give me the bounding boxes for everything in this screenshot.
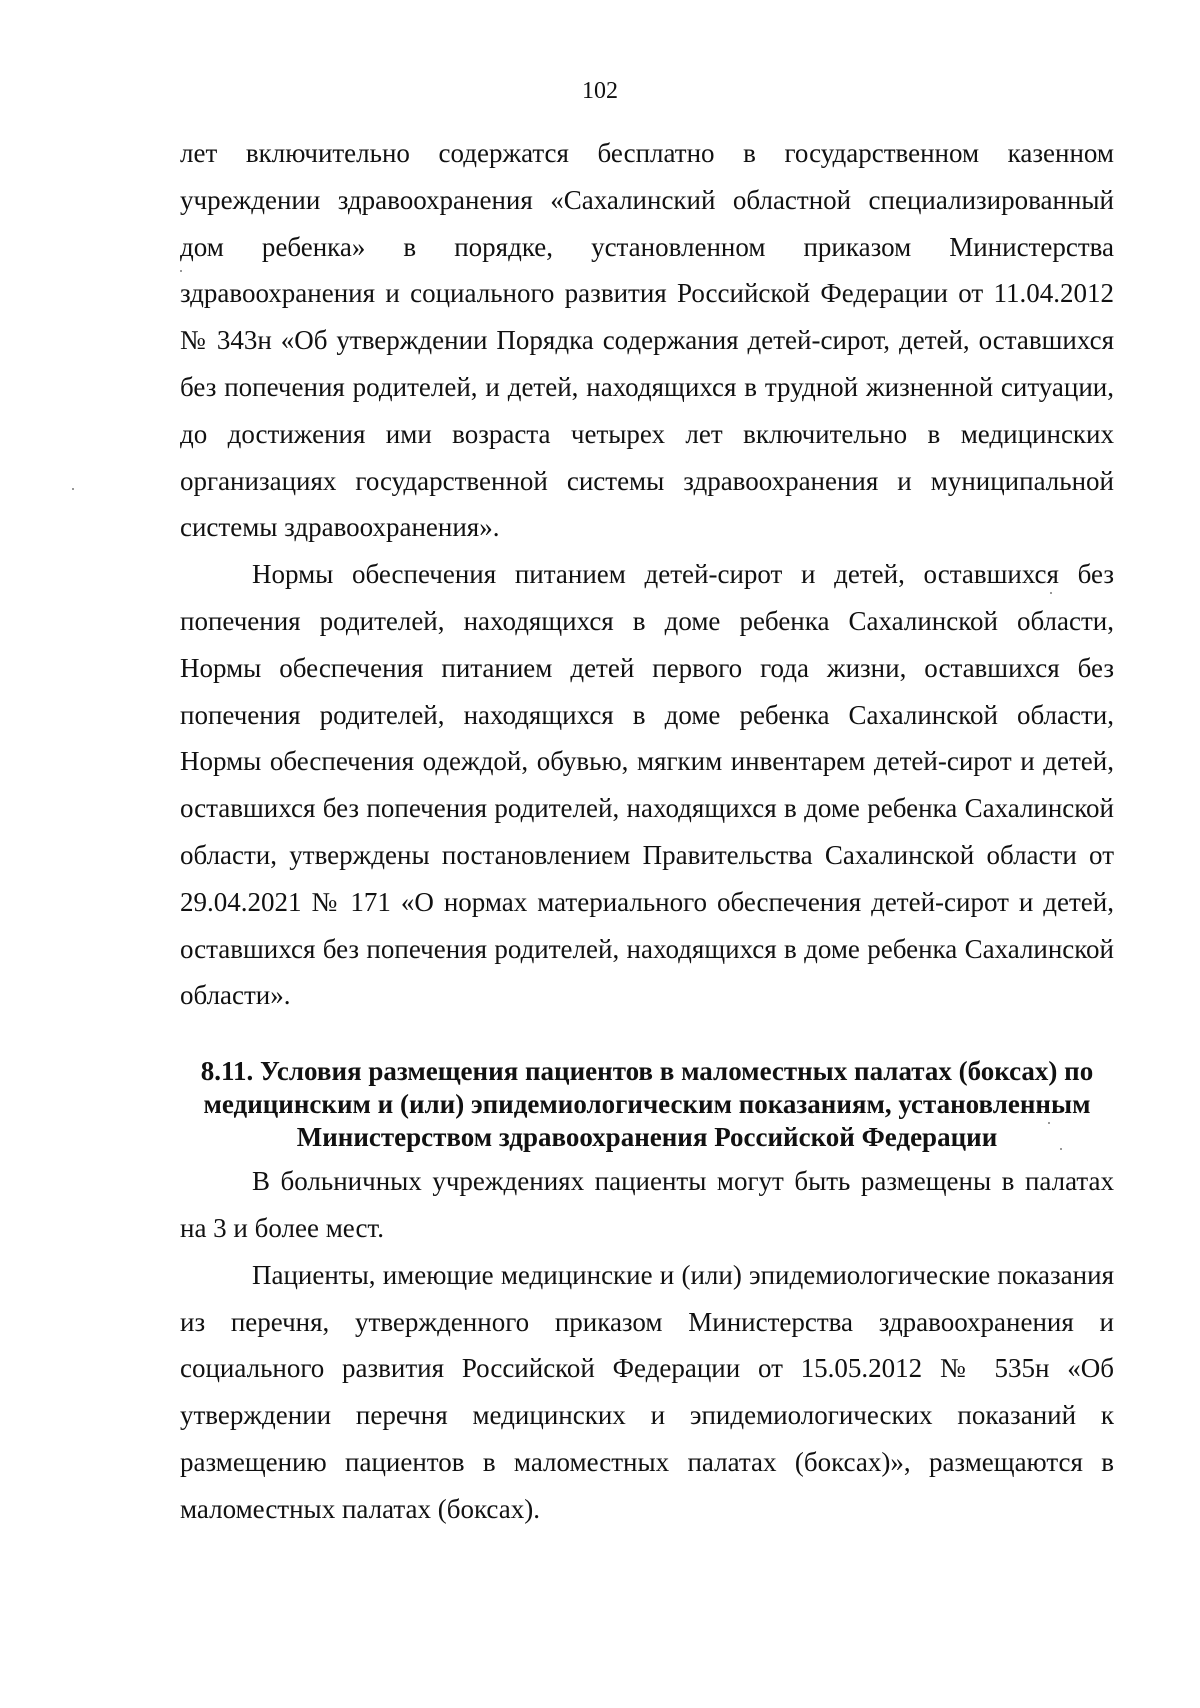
page-content bbox=[180, 130, 1114, 1533]
scan-speck bbox=[180, 270, 182, 272]
scan-speck bbox=[1050, 592, 1052, 594]
page-number: 102 bbox=[582, 78, 618, 104]
paragraph-hospital-wards: В больничных учреждениях пациенты могут быть размещены в палатах на 3 и более мест. bbox=[180, 1166, 1114, 1243]
scan-speck bbox=[1048, 1122, 1050, 1124]
paragraph-nutrition-norms: Нормы обеспечения питанием детей-сирот и детей, оставшихся без попечения родителей, находящихся в доме ребенка Сахалинской области, Нормы обеспечения питанием детей первого года жизни, оставшихся без попечения родителей, находящихся в доме ребенка Сахалинской области, Нормы обеспечения одеждой, обувью, мягким инвентарем детей-сирот и детей, оставшихся без попечения родителей, находящихся в доме ребенка Сахалинской области, утверждены постановлением Правительства Сахалинской области от 29.04.2021 № 171 «О нормах материального обеспечения детей-сирот и детей, оставшихся без попечения родителей, находящихся в доме ребенка Сахалинской области». bbox=[180, 559, 1114, 1011]
paragraph-patients-boxes: Пациенты, имеющие медицинские и (или) эпидемиологические показания из перечня, утвержденного приказом Министерства здравоохранения и социального развития Российской Федерации от 15.05.2012 № 535н «Об утверждении перечня медицинских и эпидемиологических показаний к размещению пациентов в маломестных палатах (боксах)», размещаются в маломестных палатах (боксах). bbox=[180, 1259, 1114, 1524]
scan-speck bbox=[72, 488, 74, 490]
paragraph-continued: лет включительно содержатся бесплатно в государственном казенном учреждении здравоохранения «Сахалинский областной специализированный дом ребенка» в порядке, установленном приказом Министерства здравоохранения и социального развития Российской Федерации от 11.04.2012 № 343н «Об утверждении Порядка содержания детей-сирот, детей, оставшихся без попечения родителей, и детей, находящихся в трудной жизненной ситуации, до достижения ими возраста четырех лет включительно в медицинских организациях государственной системы здравоохранения и муниципальной системы здравоохранения». bbox=[180, 138, 1114, 543]
scan-speck bbox=[1060, 1148, 1062, 1150]
section-heading-8-11: 8.11. Условия размещения пациентов в маломестных палатах (боксах) по медицинским и (или) эпидемиологическим показаниям, установленным Министерством здравоохранения Российской Федерации bbox=[200, 1056, 1094, 1153]
